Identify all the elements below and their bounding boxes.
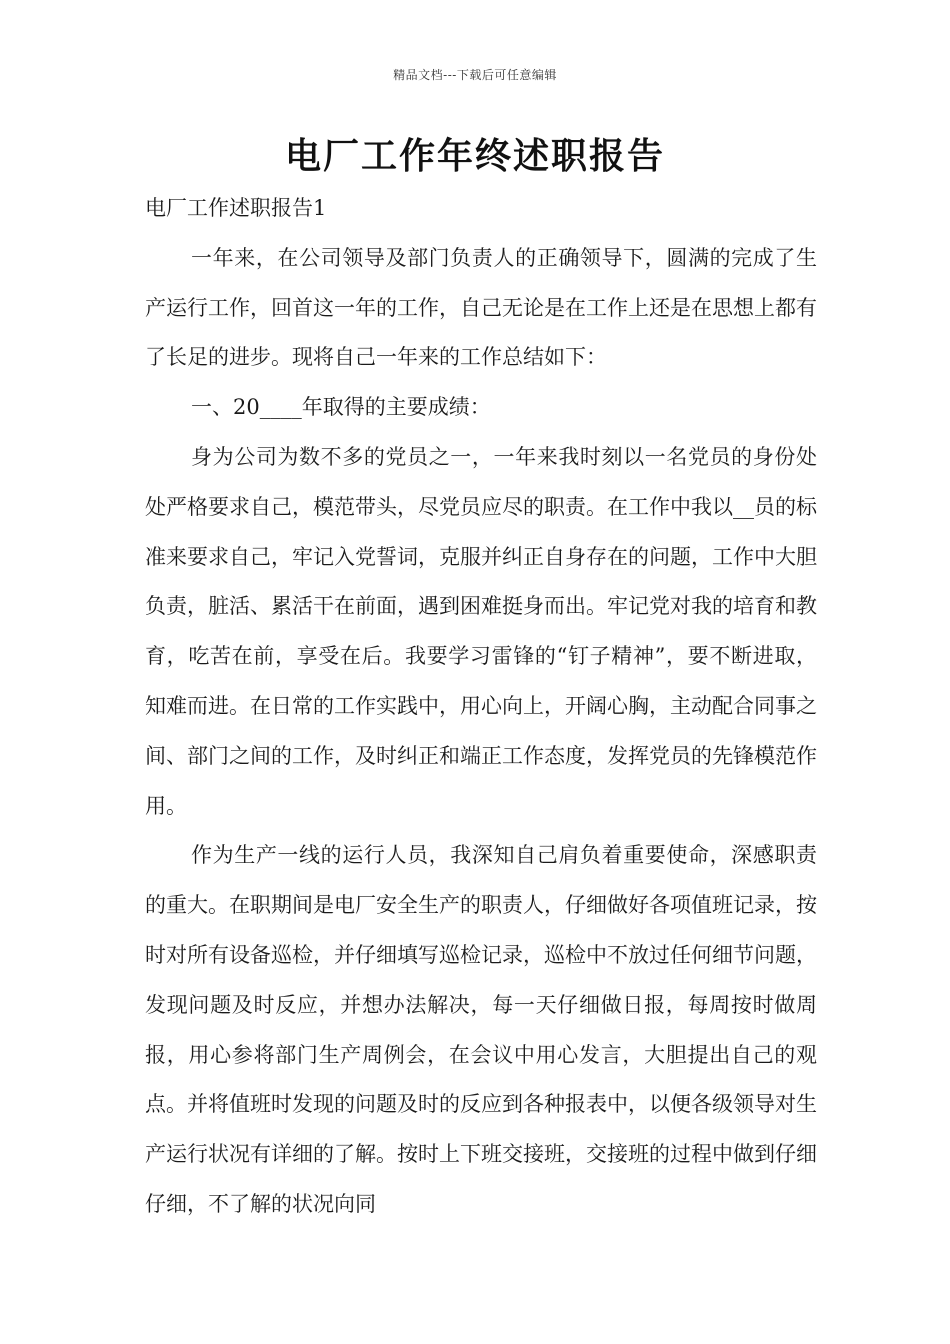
section-heading: 一、20____年取得的主要成绩：	[191, 395, 491, 420]
document-title: 电厂工作年终述职报告	[284, 135, 665, 177]
section-subtitle: 电厂工作述职报告1	[145, 196, 327, 220]
document-body	[145, 184, 817, 1230]
body-paragraph: 身为公司为数不多的党员之一，一年来我时刻以一名党员的身份处处严格要求自己，模范带头，尽党员应尽的职责。在工作中我以__员的标准来要求自己，牢记入党誓词，克服并纠正自身存在的问题，工作中大胆负责，脏活、累活干在前面，遇到困难挺身而出。牢记党对我的培育和教育，吃苦在前，享受在后。我要学习雷锋的“钉子精神”，要不断进取，知难而进。在日常的工作实践中，用心向上，开阔心胸，主动配合同事之间、部门之间的工作，及时纠正和端正工作态度，发挥党员的先锋模范作用。	[145, 444, 817, 818]
header-note: 精品文档---下载后可任意编辑	[393, 68, 557, 82]
body-paragraph: 一年来，在公司领导及部门负责人的正确领导下，圆满的完成了生产运行工作，回首这一年的工作，自己无论是在工作上还是在思想上都有了长足的进步。现将自己一年来的工作总结如下：	[145, 245, 817, 370]
body-paragraph: 作为生产一线的运行人员，我深知自己肩负着重要使命，深感职责的重大。在职期间是电厂安全生产的职责人，仔细做好各项值班记录，按时对所有设备巡检，并仔细填写巡检记录，巡检中不放过任何细节问题，发现问题及时反应，并想办法解决，每一天仔细做日报，每周按时做周报，用心参将部门生产周例会，在会议中用心发言，大胆提出自己的观点。并将值班时发现的问题及时的反应到各种报表中，以便各级领导对生产运行状况有详细的了解。按时上下班交接班，交接班的过程中做到仔细仔细，不了解的状况向同	[145, 843, 817, 1216]
